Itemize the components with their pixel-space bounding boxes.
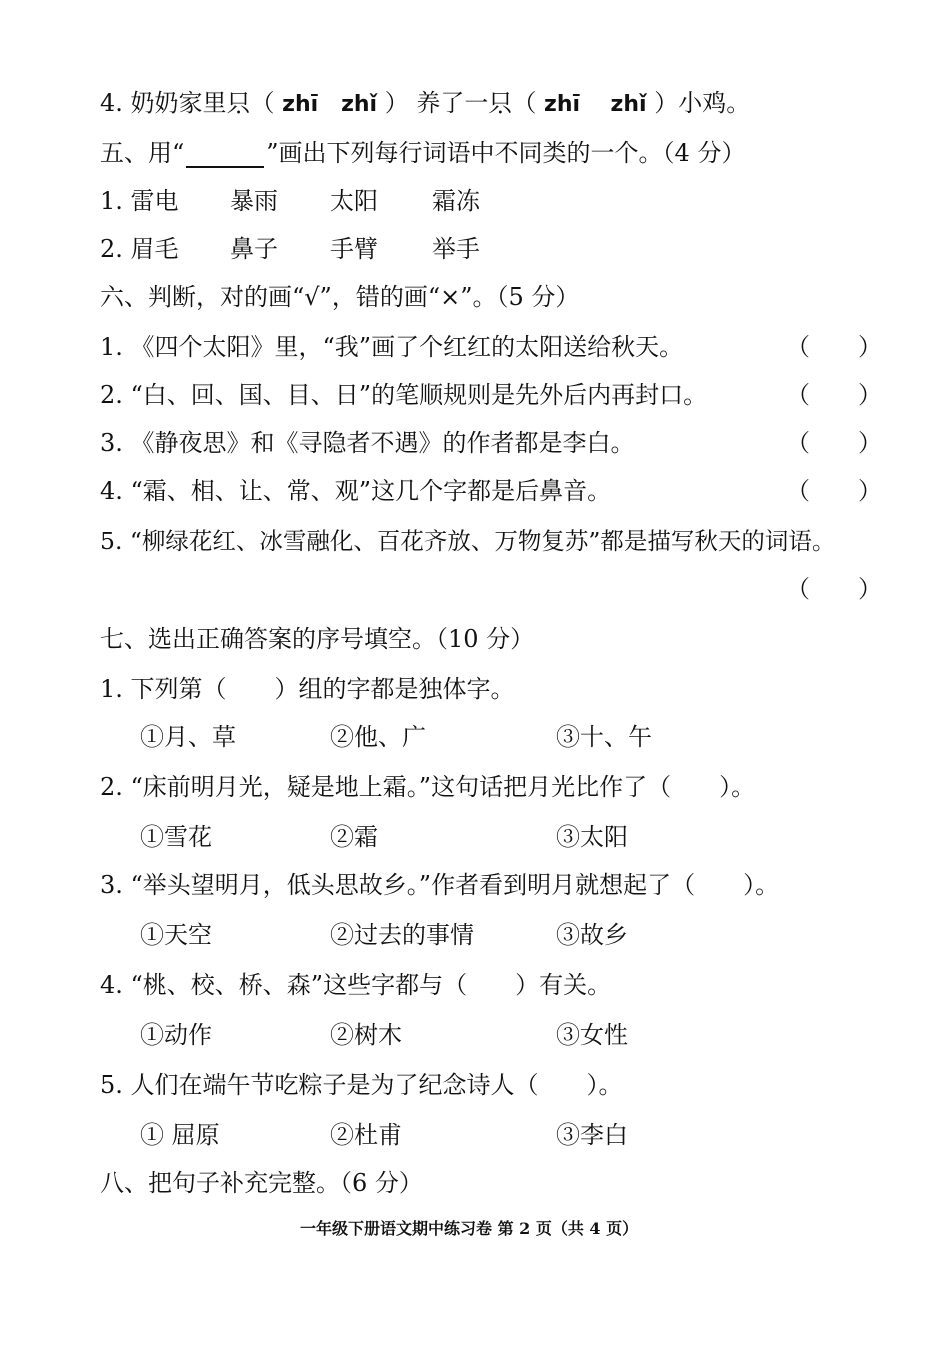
- s5-row2-word1: 2. 眉毛: [100, 235, 179, 263]
- section-8-title: 八、把句子补充完整。（6 分）: [100, 1169, 423, 1197]
- s7-q4-option-1: ①动作: [140, 1021, 212, 1049]
- s6-item-1: 1. 《四个太阳》里，“我”画了个红红的太阳送给秋天。: [100, 333, 684, 361]
- s5-row2-word4: 举手: [432, 235, 480, 263]
- q4-paren-close: ）: [384, 89, 409, 117]
- q4-suffix: ）小鸡。: [654, 89, 751, 117]
- q4-dotted-char: 只: [226, 89, 251, 117]
- s7-q1-option-1: ①月、草: [140, 723, 236, 751]
- question-4-pinyin: [100, 88, 750, 120]
- q4-mid-text: 养了一: [416, 89, 489, 117]
- s7-q2-option-1: ①雪花: [140, 823, 212, 851]
- pinyin-option-zhi1-2: zhī: [544, 92, 581, 117]
- s7-question-2: 2. “床前明月光，疑是地上霜。”这句话把月光比作了（ ）。: [100, 773, 756, 801]
- s7-q2-option-3: ③太阳: [556, 823, 628, 851]
- s5-title-part-a: 五、用“: [100, 139, 185, 167]
- s5-row1-word3: 太阳: [330, 187, 378, 215]
- pinyin-option-zhi1: zhī: [282, 92, 319, 117]
- s7-question-1: 1. 下列第（ ）组的字都是独体字。: [100, 675, 515, 703]
- s7-question-5: 5. 人们在端午节吃粽子是为了纪念诗人（ ）。: [100, 1071, 623, 1099]
- s7-q4-option-2: ②树木: [330, 1021, 402, 1049]
- s5-row1-word2: 暴雨: [230, 187, 278, 215]
- section-6-title: 六、判断，对的画“√”，错的画“×”。（5 分）: [100, 283, 580, 311]
- q4-dotted-char-2: 只: [488, 89, 513, 117]
- s6-item-2: 2. “白、回、国、目、日”的笔顺规则是先外后内再封口。: [100, 381, 708, 409]
- s5-row2-word2: 鼻子: [230, 235, 278, 263]
- s6-answer-paren-1[interactable]: （ ）: [786, 333, 882, 361]
- s5-row1-word4: 霜冻: [432, 187, 480, 215]
- s7-q4-option-3: ③女性: [556, 1021, 628, 1049]
- s7-q5-option-2: ②杜甫: [330, 1121, 402, 1149]
- pinyin-option-zhi3: zhǐ: [341, 92, 378, 117]
- s5-title-part-b: ”画出下列每行词语中不同类的一个。（4 分）: [266, 139, 746, 167]
- pinyin-option-zhi3-2: zhǐ: [610, 92, 647, 117]
- s7-q1-option-2: ②他、广: [330, 723, 426, 751]
- q4-paren-open: （: [250, 89, 275, 117]
- s7-q3-option-2: ②过去的事情: [330, 921, 474, 949]
- s7-q2-option-2: ②霜: [330, 823, 378, 851]
- s7-q5-option-1: ① 屈原: [140, 1121, 220, 1149]
- s7-q5-option-3: ③李白: [556, 1121, 628, 1149]
- s7-q3-option-1: ①天空: [140, 921, 212, 949]
- s6-answer-paren-4[interactable]: （ ）: [786, 477, 882, 505]
- s7-question-4: 4. “桃、校、桥、森”这些字都与（ ）有关。: [100, 971, 612, 999]
- s6-item-4: 4. “霜、相、让、常、观”这几个字都是后鼻音。: [100, 477, 612, 505]
- s7-q1-option-3: ③十、午: [556, 723, 652, 751]
- section-5-title: [100, 138, 745, 168]
- q4-paren-open-2: （: [512, 89, 537, 117]
- s5-row2-word3: 手臂: [330, 235, 378, 263]
- s6-answer-paren-2[interactable]: （ ）: [786, 381, 882, 409]
- s6-answer-paren-3[interactable]: （ ）: [786, 429, 882, 457]
- s6-answer-paren-5[interactable]: （ ）: [786, 575, 882, 603]
- q4-prefix: 4. 奶奶家里: [100, 89, 227, 117]
- underline-sample: [186, 144, 264, 168]
- s6-item-3: 3. 《静夜思》和《寻隐者不遇》的作者都是李白。: [100, 429, 635, 457]
- section-7-title: 七、选出正确答案的序号填空。（10 分）: [100, 625, 535, 653]
- s7-q3-option-3: ③故乡: [556, 921, 628, 949]
- s7-question-3: 3. “举头望明月，低头思故乡。”作者看到明月就想起了（ ）。: [100, 871, 780, 899]
- s6-item-5: 5. “柳绿花红、冰雪融化、百花齐放、万物复苏”都是描写秋天的词语。: [100, 527, 836, 555]
- page-footer: 一年级下册语文期中练习卷 第 2 页（共 4 页）: [300, 1219, 639, 1238]
- s5-row1-word1: 1. 雷电: [100, 187, 179, 215]
